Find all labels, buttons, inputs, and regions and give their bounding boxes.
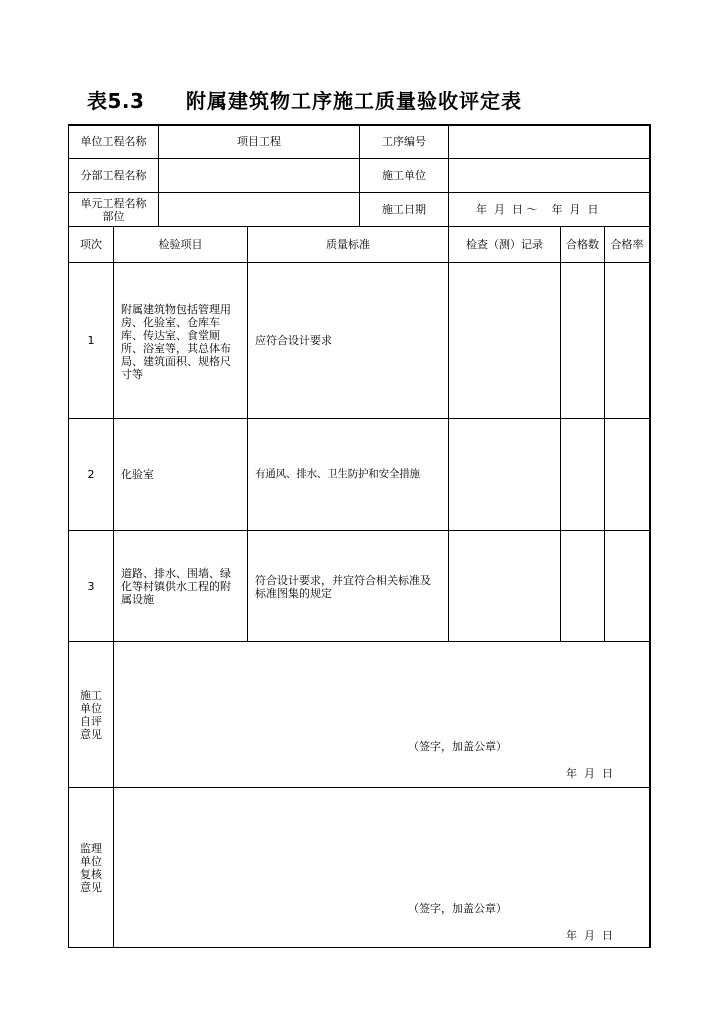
process-no-value[interactable] <box>449 135 649 148</box>
row-no: 1 <box>87 334 95 347</box>
supervisor-review-date[interactable]: 年 月 日 <box>566 929 613 942</box>
row-quality-standard: 应符合设计要求 <box>255 334 332 347</box>
row-no: 2 <box>87 468 95 481</box>
row-inspection-item: 化验室 <box>121 468 154 481</box>
process-no-label: 工序编号 <box>382 135 426 148</box>
supervisor-review-label: 监理单位复核意见 <box>80 842 102 894</box>
row-inspection-item: 附属建筑物包括管理用房、化验室、仓库车库、传达室、食堂厕所、浴室等，其总体布局、建筑面积、规格尺寸等 <box>121 303 231 381</box>
contractor-value[interactable] <box>449 169 649 182</box>
unit-project-label: 单位工程名称 <box>80 135 147 148</box>
division-label: 分部工程名称 <box>80 169 147 182</box>
col-check-record: 检查（测）记录 <box>466 238 543 251</box>
element-value[interactable] <box>159 203 359 216</box>
element-label-line1: 单元工程名称 <box>80 197 147 210</box>
element-label <box>69 197 158 223</box>
construction-date-label: 施工日期 <box>382 203 426 216</box>
division-value[interactable] <box>159 169 359 182</box>
construction-date-range[interactable]: 年 月 日 ～ 年 月 日 <box>476 203 599 216</box>
row-no: 3 <box>87 580 95 593</box>
form-title: 附属建筑物工序施工质量验收评定表 <box>186 89 522 113</box>
row-quality-standard: 有通风、排水、卫生防护和安全措施 <box>255 468 420 480</box>
col-item-no: 项次 <box>80 238 102 251</box>
col-qualified-count: 合格数 <box>566 238 599 251</box>
row-quality-standard: 符合设计要求，并宜符合相关标准及标准图集的规定 <box>255 574 431 600</box>
self-eval-label: 施工单位自评意见 <box>80 689 102 741</box>
form-title-number: 表5.3 <box>87 89 145 113</box>
self-eval-date[interactable]: 年 月 日 <box>566 767 613 780</box>
supervisor-review-signature: （签字，加盖公章） <box>408 902 507 915</box>
col-quality-standard: 质量标准 <box>326 238 370 251</box>
contractor-label: 施工单位 <box>382 169 426 182</box>
col-inspection-item: 检验项目 <box>158 238 203 251</box>
col-qualified-rate: 合格率 <box>610 238 644 251</box>
element-label-line2: 部位 <box>102 210 125 223</box>
self-eval-signature: （签字，加盖公章） <box>408 740 507 753</box>
row-inspection-item: 道路、排水、围墙、绿化等村镇供水工程的附属设施 <box>121 567 231 606</box>
unit-project-value[interactable]: 项目工程 <box>237 135 281 148</box>
